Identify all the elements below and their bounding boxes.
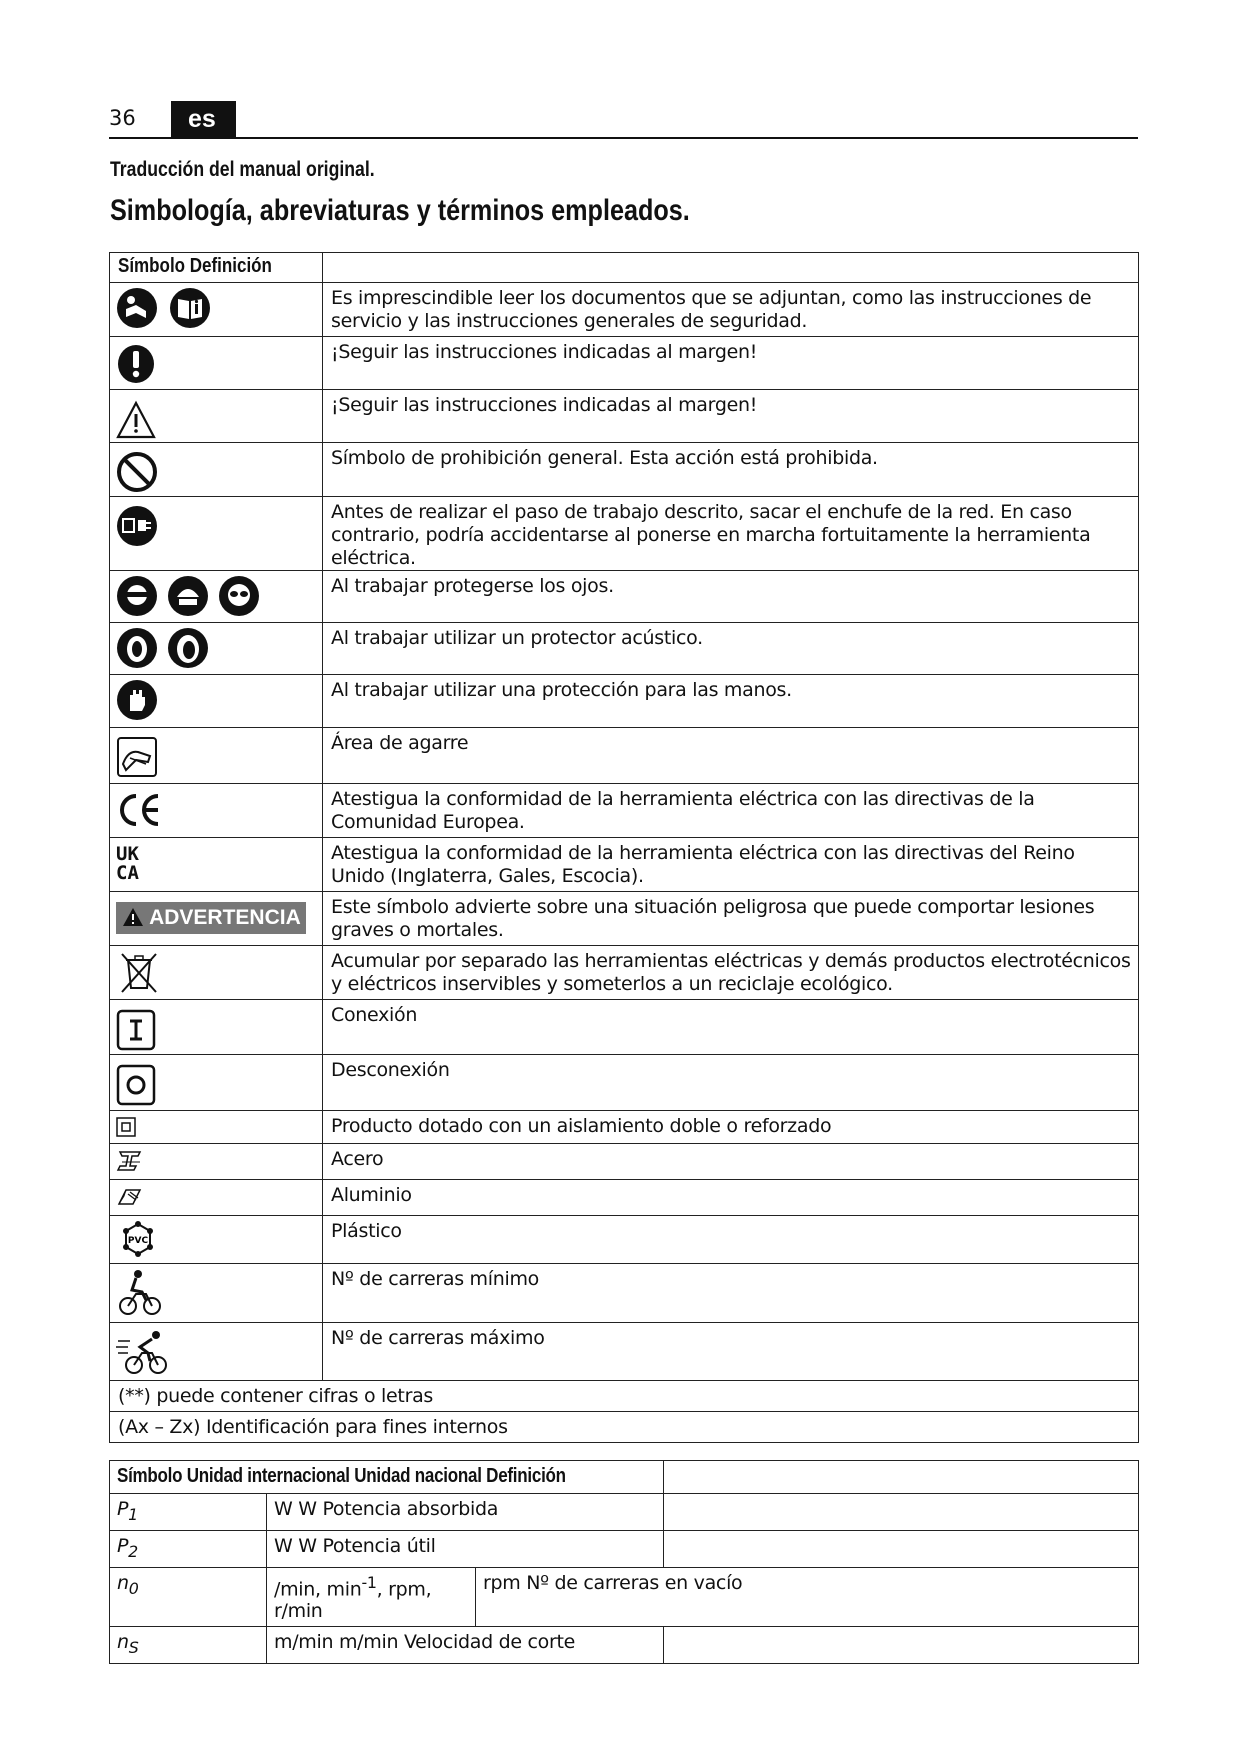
definition-cell: Desconexión [323, 1055, 1139, 1111]
safety-helmet-icon [167, 575, 209, 617]
power-on-icon [116, 1009, 156, 1051]
table-row [110, 728, 1139, 784]
symbols-table-header [110, 253, 1139, 283]
definition-cell: Área de agarre [323, 728, 1139, 784]
table-row [110, 1494, 1139, 1531]
units-table-header [110, 1461, 1139, 1494]
power-off-icon [116, 1064, 156, 1106]
definition-cell: Conexión [323, 1000, 1139, 1055]
double-insulation-icon [116, 1117, 136, 1137]
table-footnote-row [110, 1412, 1139, 1443]
page-title: Simbología, abreviaturas y términos empleados. [110, 194, 690, 227]
definition-cell: Este símbolo advierte sobre una situación peligrosa que puede comportar lesiones graves o mortales. [323, 892, 1139, 946]
table-row [110, 1626, 1139, 1663]
safety-goggles-icon [218, 575, 260, 617]
document-subtitle: Traducción del manual original. [110, 158, 375, 181]
definition-cell: ¡Seguir las instrucciones indicadas al margen! [323, 337, 1139, 390]
pvc-label: PVC [127, 1236, 149, 1246]
language-badge: es [171, 101, 236, 137]
definition-cell: Nº de carreras mínimo [323, 1264, 1139, 1323]
definition-cell: Antes de realizar el paso de trabajo descrito, sacar el enchufe de la red. En caso contrario, podría accidentarse al ponerse en marcha fortuitamente la herramienta eléctrica. [323, 497, 1139, 571]
table-row [110, 1530, 1139, 1567]
definition-cell: Nº de carreras máximo [323, 1323, 1139, 1381]
definition-cell: Producto dotado con un aislamiento doble o reforzado [323, 1111, 1139, 1144]
ukca-mark-icon [116, 845, 139, 883]
table-footnote-row [110, 1381, 1139, 1412]
read-manual-icon [116, 287, 158, 329]
units-table [109, 1460, 1139, 1664]
table-row [110, 1567, 1139, 1626]
table-row [110, 283, 1139, 337]
definition-cell: Al trabajar utilizar un protector acústico. [323, 623, 1139, 675]
prohibition-icon [116, 451, 158, 493]
definition-cell: Plástico [323, 1216, 1139, 1264]
unplug-icon [116, 505, 158, 547]
unit-symbol: $n_S$ [110, 1626, 267, 1663]
face-shield-icon [116, 575, 158, 617]
unit-row-text: W W Potencia absorbida [267, 1494, 664, 1531]
table-row [110, 390, 1139, 443]
fast-cyclist-icon [116, 1327, 172, 1377]
ukca-bottom: CA [116, 862, 139, 884]
unit-row-text: m/min m/min Velocidad de corte [267, 1626, 664, 1663]
symbols-header-label: Símbolo Definición [118, 255, 272, 277]
ear-protection-icon [167, 627, 209, 669]
header-rule [109, 137, 1138, 139]
unit-row-text: W W Potencia útil [267, 1530, 664, 1567]
table-row [110, 1323, 1139, 1381]
unit-row-text: rpm Nº de carreras en vacío [476, 1567, 1139, 1626]
advertencia-label: ADVERTENCIA [149, 906, 301, 929]
aluminium-icon [116, 1184, 144, 1210]
mandatory-icon [116, 341, 156, 383]
slow-cyclist-icon [116, 1268, 164, 1318]
table-row [110, 946, 1139, 1000]
grip-area-icon [116, 736, 158, 778]
definition-cell: ¡Seguir las instrucciones indicadas al margen! [323, 390, 1139, 443]
definition-cell: Es imprescindible leer los documentos que se adjuntan, como las instrucciones de servicio y las instrucciones generales de seguridad. [323, 283, 1139, 337]
table-row [110, 1180, 1139, 1216]
table-row [110, 497, 1139, 571]
plastic-pvc-icon [116, 1220, 160, 1260]
table-row [110, 1111, 1139, 1144]
table-row [110, 1264, 1139, 1323]
unit-symbol: $P_1$ [110, 1494, 267, 1531]
table-row [110, 675, 1139, 728]
definition-cell: Al trabajar utilizar una protección para las manos. [323, 675, 1139, 728]
steel-icon [116, 1148, 144, 1174]
page-number: 36 [109, 106, 136, 130]
unit-international: /min, $\min^{-1}$, rpm, r/min [267, 1567, 476, 1626]
definition-cell: Aluminio [323, 1180, 1139, 1216]
ukca-top: UK [116, 843, 139, 865]
table-row [110, 1000, 1139, 1055]
table-row [110, 571, 1139, 623]
symbols-table [109, 252, 1139, 1443]
ce-mark-icon [116, 790, 162, 830]
definition-cell: Acero [323, 1144, 1139, 1180]
warning-triangle-icon [122, 907, 144, 927]
weee-bin-icon [116, 950, 162, 996]
footnote-cell: (Ax – Zx) Identificación para fines internos [110, 1412, 1139, 1443]
unit-symbol: $P_2$ [110, 1530, 267, 1567]
ear-muffs-icon [116, 627, 158, 669]
glove-icon [116, 679, 158, 721]
table-row [110, 1055, 1139, 1111]
footnote-cell: (**) puede contener cifras o letras [110, 1381, 1139, 1412]
table-row [110, 1216, 1139, 1264]
table-row [110, 443, 1139, 497]
definition-cell: Al trabajar protegerse los ojos. [323, 571, 1139, 623]
table-row [110, 838, 1139, 892]
definition-cell: Símbolo de prohibición general. Esta acción está prohibida. [323, 443, 1139, 497]
info-book-icon [169, 287, 211, 329]
definition-cell: Acumular por separado las herramientas eléctricas y demás productos electrotécnicos y eléctricos inservibles y someterlos a un reciclaje ecológico. [323, 946, 1139, 1000]
table-row [110, 892, 1139, 946]
table-row [110, 337, 1139, 390]
table-row [110, 1144, 1139, 1180]
unit-symbol: $n_0$ [110, 1567, 267, 1626]
definition-cell: Atestigua la conformidad de la herramienta eléctrica con las directivas del Reino Unido (Inglaterra, Gales, Escocia). [323, 838, 1139, 892]
warning-triangle-icon [116, 400, 156, 440]
definition-cell: Atestigua la conformidad de la herramienta eléctrica con las directivas de la Comunidad Europea. [323, 784, 1139, 838]
table-row [110, 784, 1139, 838]
units-header-label: Símbolo Unidad internacional Unidad nacional Definición [117, 1465, 566, 1487]
table-row [110, 623, 1139, 675]
advertencia-badge [116, 902, 306, 934]
